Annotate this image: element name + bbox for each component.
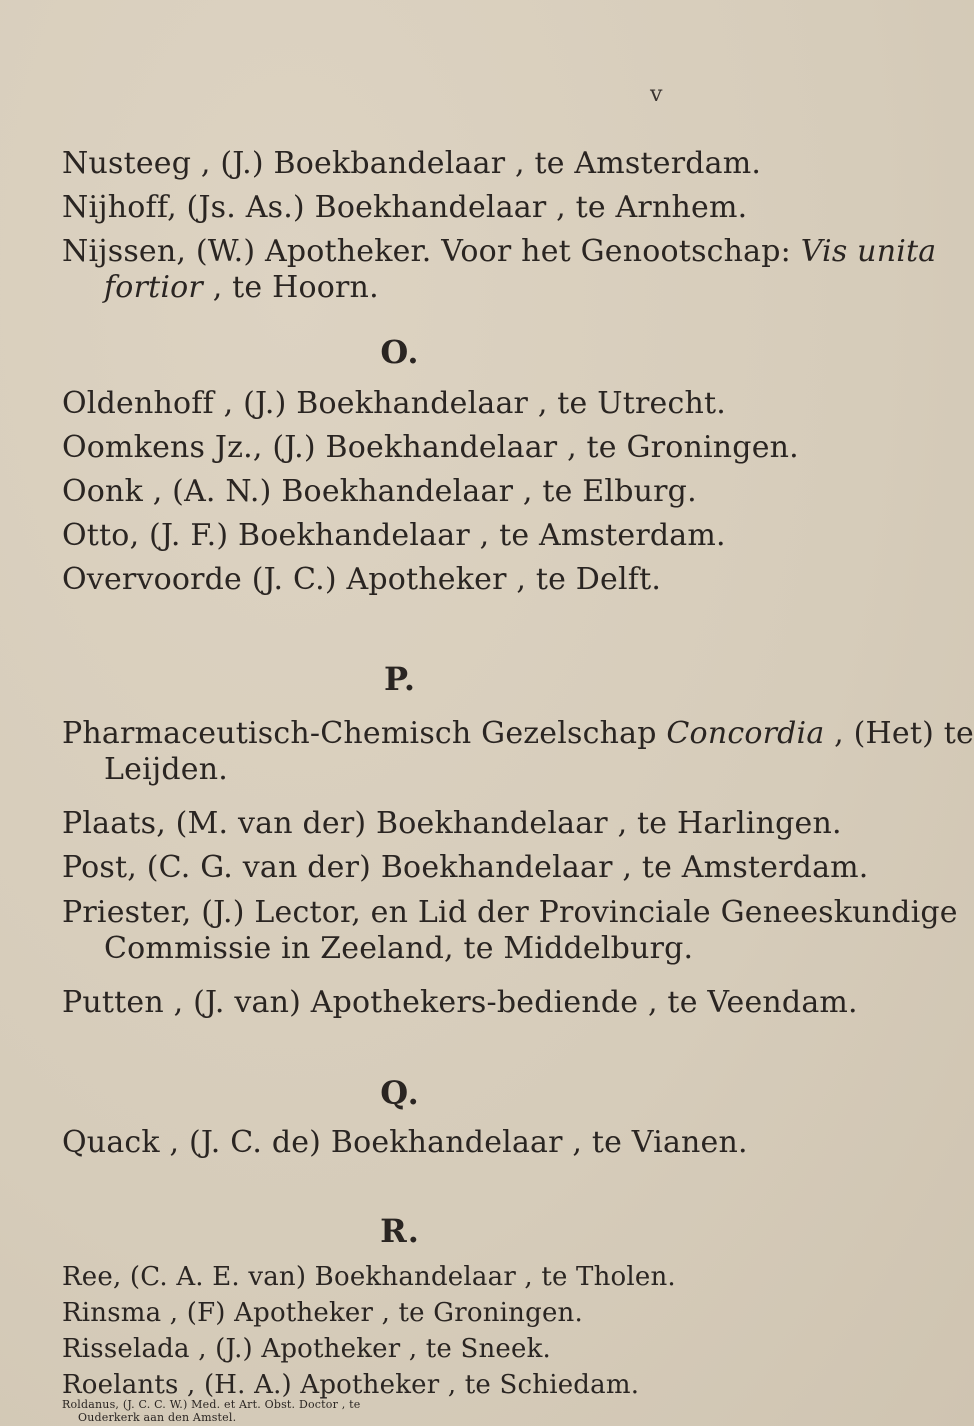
entry-society-name: Concordia bbox=[666, 716, 825, 751]
entry-text: Oomkens Jz., (J.) Boekhandelaar , te Groningen. bbox=[62, 430, 799, 465]
entry-roelants bbox=[62, 1370, 762, 1400]
entry-continuation bbox=[62, 270, 762, 306]
entry-post bbox=[62, 850, 869, 886]
entry-text: Quack , (J. C. de) Boekhandelaar , te Vianen. bbox=[62, 1125, 748, 1160]
entry-motto: Vis unita bbox=[800, 234, 937, 269]
entry-continuation: Ouderkerk aan den Amstel. bbox=[78, 1411, 237, 1424]
entry-text: Post, (C. G. van der) Boekhandelaar , te Amsterdam. bbox=[62, 850, 869, 885]
entry-text: Risselada , (J.) Apotheker , te Sneek. bbox=[62, 1334, 552, 1364]
entry-text: Roldanus, (J. C. C. W.) Med. et Art. Obst. Doctor , te bbox=[62, 1398, 361, 1411]
entry-ree bbox=[62, 1262, 762, 1292]
entry-text: Oonk , (A. N.) Boekhandelaar , te Elburg. bbox=[62, 474, 697, 509]
entry-text: Overvoorde (J. C.) Apotheker , te Delft. bbox=[62, 562, 662, 597]
entry-motto-cont: fortior bbox=[104, 270, 203, 305]
entry-overvoorde bbox=[62, 562, 762, 598]
entry-text: Otto, (J. F.) Boekhandelaar , te Amsterdam. bbox=[62, 518, 726, 553]
entry-text: Putten , (J. van) Apothekers-bediende , te Veendam. bbox=[62, 985, 858, 1020]
entry-text: Oldenhoff , (J.) Boekhandelaar , te Utrecht. bbox=[62, 386, 726, 421]
entry-rinsma bbox=[62, 1298, 762, 1328]
entry-text: Nijhoff, (Js. As.) Boekhandelaar , te Arnhem. bbox=[62, 190, 748, 225]
entry-text: Rinsma , (F) Apotheker , te Groningen. bbox=[62, 1298, 583, 1328]
entry-nusteeg bbox=[62, 146, 762, 182]
entry-oldenhoff bbox=[62, 386, 762, 422]
entry-after-italic: , (Het) te bbox=[824, 716, 974, 751]
entry-cont-tail: , te Hoorn. bbox=[202, 270, 379, 305]
entry-text: Roelants , (H. A.) Apotheker , te Schiedam. bbox=[62, 1370, 640, 1400]
section-letter-p: P. bbox=[384, 660, 416, 698]
entry-risselada bbox=[62, 1334, 762, 1364]
entry-text: Priester, (J.) Lector, en Lid der Provinciale Geneeskundige bbox=[62, 895, 958, 930]
entry-otto bbox=[62, 518, 762, 554]
entry-text: Plaats, (M. van der) Boekhandelaar , te Harlingen. bbox=[62, 806, 842, 841]
entry-quack bbox=[62, 1125, 762, 1161]
corner-mark: v bbox=[650, 82, 663, 107]
entry-nijssen bbox=[62, 234, 937, 306]
section-letter-q: Q. bbox=[380, 1074, 420, 1112]
section-letter-o: O. bbox=[380, 333, 420, 371]
section-letter-r: R. bbox=[380, 1212, 420, 1250]
entry-putten bbox=[62, 985, 858, 1021]
entry-priester bbox=[62, 895, 958, 967]
entry-text: Nusteeg , (J.) Boekbandelaar , te Amsterdam. bbox=[62, 146, 762, 181]
entry-plaats bbox=[62, 806, 842, 842]
entry-oonk bbox=[62, 474, 762, 510]
entry-pharmaceutisch bbox=[62, 716, 974, 788]
entry-oomkens bbox=[62, 430, 799, 466]
entry-continuation: Leijden. bbox=[104, 752, 228, 787]
entry-continuation: Commissie in Zeeland, te Middelburg. bbox=[104, 931, 694, 966]
entry-nijhoff bbox=[62, 190, 762, 226]
entry-roldanus bbox=[62, 1398, 762, 1424]
entry-text: Pharmaceutisch-Chemisch Gezelschap bbox=[62, 716, 667, 751]
entry-text: Nijssen, (W.) Apotheker. Voor het Genootschap: bbox=[62, 234, 801, 269]
entry-text: Ree, (C. A. E. van) Boekhandelaar , te Tholen. bbox=[62, 1262, 676, 1292]
